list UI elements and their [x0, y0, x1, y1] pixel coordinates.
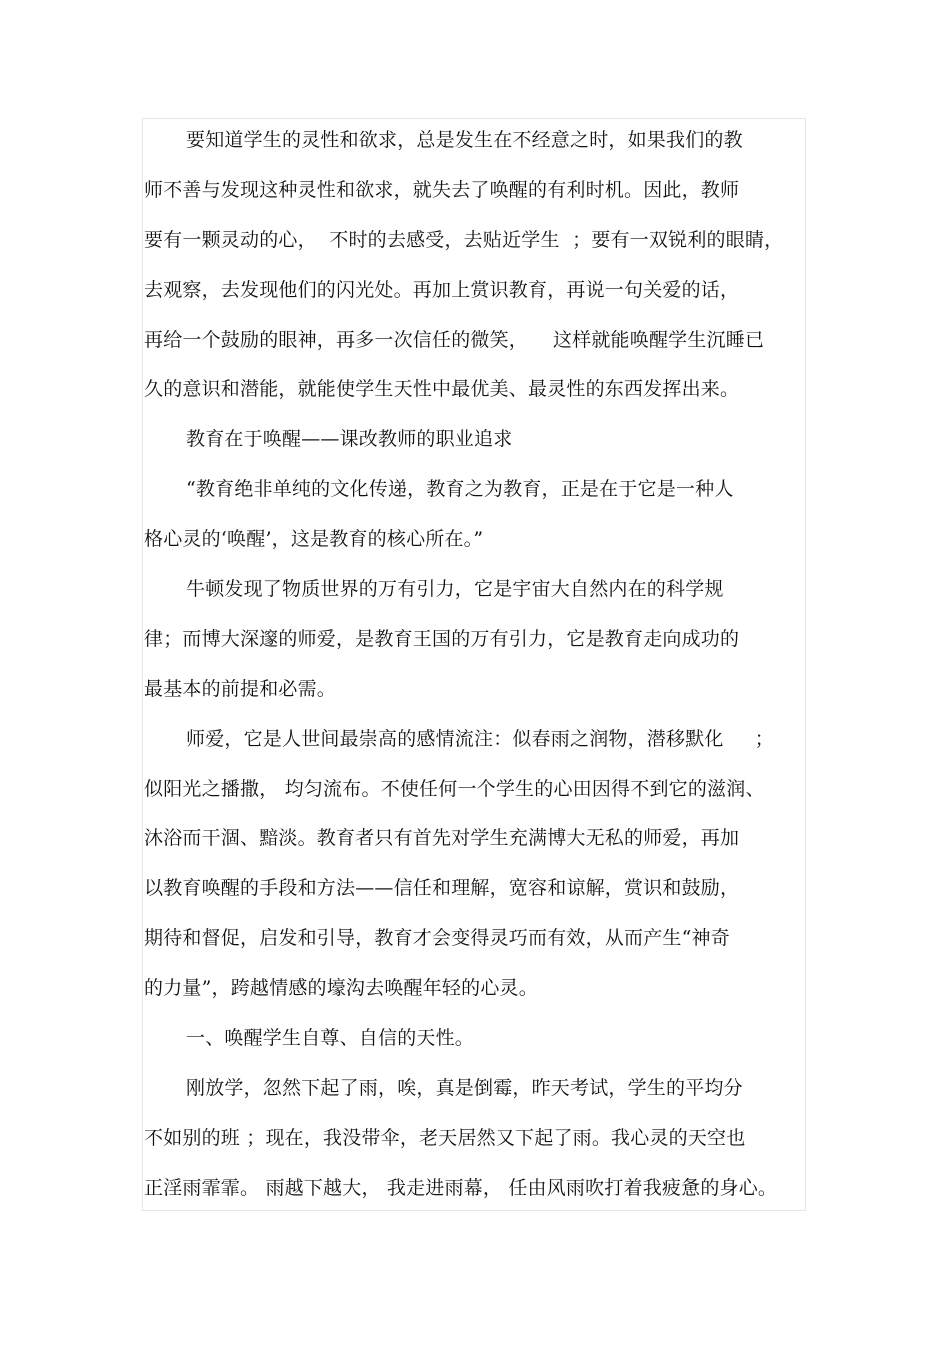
quote-line: “教育绝非单纯的文化传递，教育之为教育，正是在于它是一种人 [186, 478, 734, 501]
paragraph-line: 刚放学，忽然下起了雨，唉，真是倒霉，昨天考试，学生的平均分 [186, 1076, 743, 1099]
section-heading: 教育在于唤醒——课改教师的职业追求 [186, 428, 513, 451]
section-heading: 一、唤醒学生自尊、自信的天性。 [186, 1027, 475, 1050]
paragraph-line: 沐浴而干涸、黯淡。教育者只有首先对学生充满博大无私的师爱，再加 [144, 827, 740, 850]
paragraph-line: 师爱，它是人世间最崇高的感情流注：似春雨之润物，潜移默化 ； [186, 727, 774, 750]
paragraph-line: 牛顿发现了物质世界的万有引力，它是宇宙大自然内在的科学规 [186, 578, 724, 601]
paragraph-line: 再给一个鼓励的眼神，再多一次信任的微笑， 这样就能唤醒学生沉睡已 [144, 328, 765, 351]
paragraph-line: 期待和督促，启发和引导，教育才会变得灵巧而有效，从而产生“神奇 [144, 927, 730, 950]
paragraph-line: 不如别的班 ；现在，我没带伞，老天居然又下起了雨。我心灵的天空也 [144, 1126, 746, 1149]
paragraph-line: 的力量”，跨越情感的壕沟去唤醒年轻的心灵。 [144, 977, 538, 1000]
paragraph-line: 以教育唤醒的手段和方法——信任和理解，宽容和谅解，赏识和鼓励， [144, 877, 740, 900]
quote-line: 格心灵的‘唤醒’，这是教育的核心所在。” [144, 528, 484, 551]
paragraph-line: 律；而博大深邃的师爱，是教育王国的万有引力，它是教育走向成功的 [144, 627, 740, 650]
paragraph-line: 最基本的前提和必需。 [144, 677, 337, 700]
paragraph-line: 久的意识和潜能，就能使学生天性中最优美、最灵性的东西发挥出来。 [144, 378, 740, 401]
paragraph-line: 正淫雨霏霏。 雨越下越大， 我走进雨幕， 任由风雨吹打着我疲惫的身心。 [144, 1176, 778, 1199]
paragraph-line: 似阳光之播撒， 均匀流布。不使任何一个学生的心田因得不到它的滋润、 [144, 777, 765, 800]
paragraph-line: 去观察，去发现他们的闪光处。再加上赏识教育，再说一句关爱的话， [144, 278, 740, 301]
document-body [144, 116, 814, 1214]
paragraph-line: 师不善与发现这种灵性和欲求，就失去了唤醒的有利时机。因此，教师 [144, 178, 740, 201]
paragraph-line: 要知道学生的灵性和欲求，总是发生在不经意之时，如果我们的教 [186, 129, 743, 151]
paragraph-line: 要有一颗灵动的心， 不时的去感受，去贴近学生 ；要有一双锐利的眼睛， [144, 228, 784, 251]
